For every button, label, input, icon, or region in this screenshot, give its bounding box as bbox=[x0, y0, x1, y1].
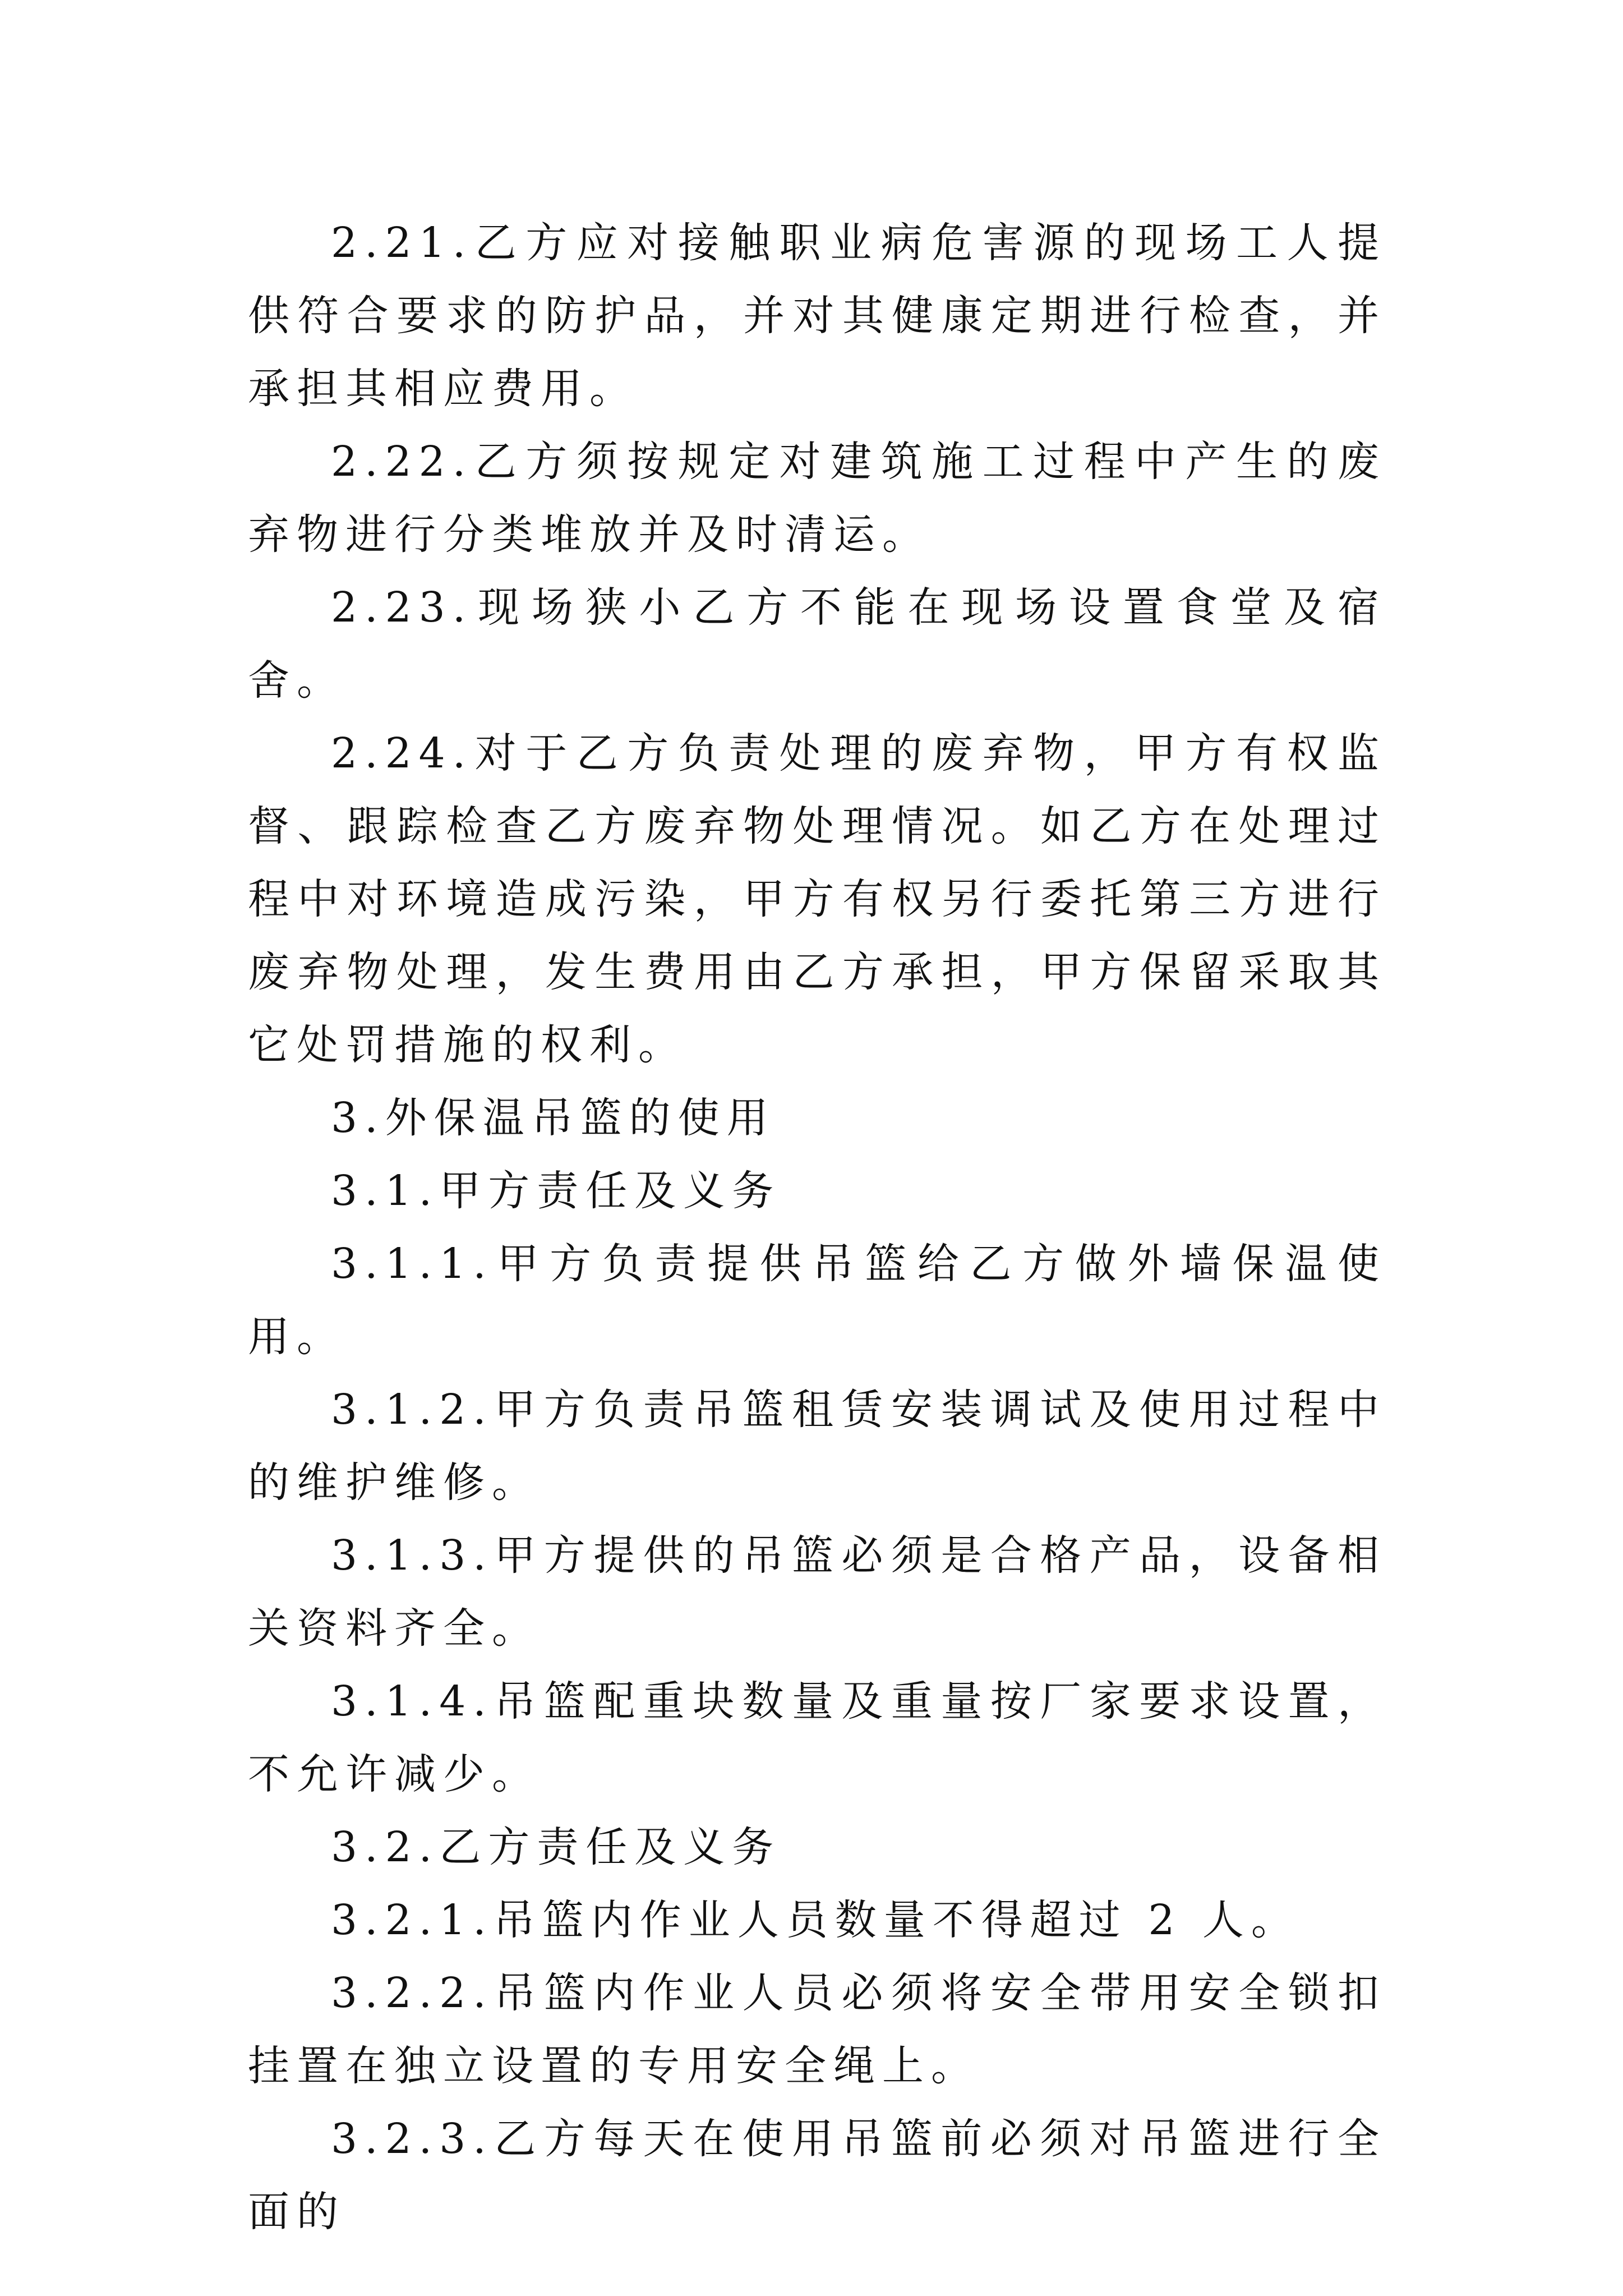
clause-3-1-4: 3.1.4.吊篮配重块数量及重量按厂家要求设置，不允许减少。 bbox=[248, 1677, 1386, 1798]
section-3-heading: 3.外保温吊篮的使用 bbox=[331, 1094, 776, 1142]
clause-2-22: 2.22.乙方须按规定对建筑施工过程中产生的废弃物进行分类堆放并及时清运。 bbox=[248, 438, 1386, 559]
clause-3-2-2: 3.2.2.吊篮内作业人员必须将安全带用安全锁扣挂置在独立设置的专用安全绳上。 bbox=[248, 1969, 1386, 2090]
document-body bbox=[248, 206, 1386, 2248]
section-3-2-heading: 3.2.乙方责任及义务 bbox=[331, 1823, 781, 1871]
clause-3-1-2: 3.1.2.甲方负责吊篮租赁安装调试及使用过程中的维护维修。 bbox=[248, 1386, 1386, 1507]
clause-3-1-3: 3.1.3.甲方提供的吊篮必须是合格产品，设备相关资料齐全。 bbox=[248, 1531, 1386, 1653]
clause-3-2-3: 3.2.3.乙方每天在使用吊篮前必须对吊篮进行全面的 bbox=[248, 2115, 1386, 2236]
clause-3-1-1: 3.1.1.甲方负责提供吊篮给乙方做外墙保温使用。 bbox=[248, 1240, 1386, 1361]
clause-2-24: 2.24.对于乙方负责处理的废弃物，甲方有权监督、跟踪检查乙方废弃物处理情况。如乙方在处理过程中对环境造成污染，甲方有权另行委托第三方进行废弃物处理，发生费用由乙方承担，甲方保留采取其它处罚措施的权利。 bbox=[248, 729, 1386, 1069]
clause-2-23: 2.23.现场狭小乙方不能在现场设置食堂及宿舍。 bbox=[248, 583, 1386, 705]
clause-2-21: 2.21.乙方应对接触职业病危害源的现场工人提供符合要求的防护品，并对其健康定期进行检查，并承担其相应费用。 bbox=[248, 219, 1386, 413]
clause-3-2-1: 3.2.1.吊篮内作业人员数量不得超过 2 人。 bbox=[331, 1896, 1300, 1944]
section-3-1-heading: 3.1.甲方责任及义务 bbox=[331, 1167, 781, 1215]
